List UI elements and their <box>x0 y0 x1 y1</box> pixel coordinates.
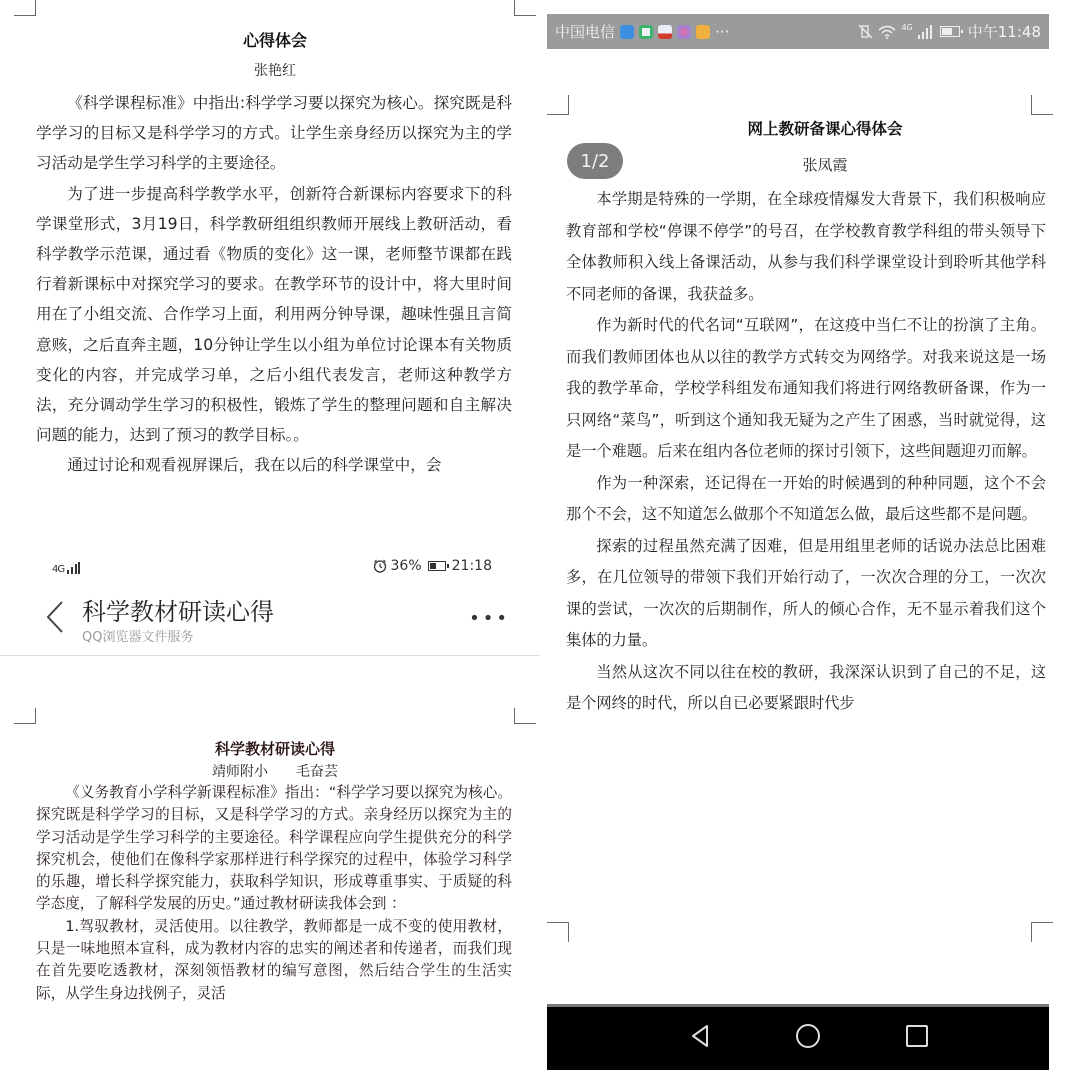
app-subtitle: QQ浏览器文件服务 <box>82 630 194 645</box>
battery-icon <box>428 561 446 571</box>
status-bar <box>547 14 1049 49</box>
paragraph: 作为新时代的代名词“互联网”，在这疫中当仁不让的扮演了主角。而我们教师团体也从以往的教学方式转交为网络学。对我来说这是一场我的教学革命，学校学科组发布通知我们将进行网络教研备课，作为一只网络“菜鸟”，听到这个通知我无疑为之产生了困惑，当时就觉得，这是一个难题。后来在组内各位老师的探讨引领下，这些间题迎刃而解。 <box>566 316 1046 460</box>
left-top-document-page <box>0 0 540 548</box>
signal-bars-icon <box>66 562 80 574</box>
paragraph: 《义务教育小学科学新课程标准》指出：“科学学习要以探究为核心。探究既是科学学习的目标，又是科学学习的方式。亲身经历以探究为主的学习活动是学生学习科学的主要途径。科学课程应向学生提供充分的科学探究机会，使他们在像科学家那样进行科学探究的过程中，体验学习科学的乐趣，增长科学探究能力，获取科学知识，形成尊重事实、于质疑的科学态度，了解科学发展的历史。”通过教材研读我体会到 ： <box>36 784 512 913</box>
nav-back-button[interactable] <box>685 1021 715 1051</box>
nav-recents-square-icon <box>902 1021 932 1051</box>
paragraph: 1.驾驭教材，灵活使用。以往教学，教师都是一成不变的使用教材，只是一味地照本宣科，成为教材内容的忠实的阐述者和传递者，而我们现在首先要吃透教材，深刻领悟教材的编写意图，然后结合学生的生活实际，从学生身边找例子，灵活 <box>36 917 512 1002</box>
paragraph: 本学期是特殊的一学期，在全球疫情爆发大背景下，我们积极响应教育部和学校“停课不停学”的号召，在学校教育教学科组的带头领导下全体教师积入线上备课活动，从参与我们科学课堂设计到聆听其他学科不同老师的备课，我获益多。 <box>566 190 1046 303</box>
document-title: 心得体会 <box>242 31 307 50</box>
document-author: 张艳红 <box>254 63 296 79</box>
document-body <box>36 88 512 481</box>
alarm-clock-icon <box>373 559 387 573</box>
wifi-share-icon <box>620 25 634 39</box>
tencent-video-icon <box>639 25 653 39</box>
gallery-icon <box>677 25 691 39</box>
wifi-icon <box>878 25 896 39</box>
baidu-icon <box>658 25 672 39</box>
page-crop-mark <box>1031 95 1053 115</box>
page-crop-mark <box>1031 922 1053 942</box>
nav-back-triangle-icon <box>685 1021 715 1051</box>
paragraph: 当然从这次不同以往在校的教研，我深深认识到了自己的不足，这是个网终的时代，所以自已必要紧跟时代步 <box>566 662 1046 712</box>
app-title: 科学教材研读心得 <box>82 598 274 626</box>
vibrate-off-icon <box>858 24 873 39</box>
chevron-left-icon <box>40 594 70 640</box>
document-title: 网上教研备课心得体会 <box>747 120 903 138</box>
signal-bars-icon <box>918 25 932 39</box>
page-crop-mark <box>514 708 536 724</box>
network-type: 4G <box>52 564 65 575</box>
status-bar-left <box>555 21 729 42</box>
status-time: 中午11:48 <box>967 23 1041 41</box>
app-bar <box>0 592 540 656</box>
paragraph: 探索的过程虽然充满了因难，但是用组里老师的话说办法总比困难多，在几位领导的带领下我们开始行动了，一次次合理的分工，一次次课的尝试，一次次的后期制作，所人的倾心合作，无不显示着我们这个集体的力量。 <box>566 536 1046 649</box>
nav-home-button[interactable] <box>793 1021 823 1051</box>
document-author: 靖师附小 毛奋芸 <box>212 764 338 780</box>
paragraph: 《科学课程标准》中指出:科学学习要以探究为核心。探究既是科学学习的目标又是科学学习的方式。让学生亲身经历以探究为主的学习活动是学生学习科学的主要途径。 <box>36 94 512 173</box>
page-crop-mark <box>514 0 536 16</box>
page-crop-mark <box>547 922 569 942</box>
battery-icon <box>940 26 960 37</box>
document-body <box>566 184 1046 720</box>
page-crop-mark <box>14 708 36 724</box>
status-bar-right <box>858 21 1041 42</box>
more-horizontal-icon: ••• <box>469 608 510 629</box>
right-phone-screen <box>540 0 1080 1080</box>
nav-home-circle-icon <box>793 1021 823 1051</box>
paragraph: 通过讨论和观看视屏课后，我在以后的科学课堂中，会 <box>67 456 442 475</box>
carrier-name: 中国电信 <box>555 23 616 41</box>
notification-overflow: ··· <box>715 22 730 41</box>
document-title: 科学教材研读心得 <box>214 740 335 758</box>
paragraph: 作为一种深索，还记得在一开始的时候遇到的种种同题，这个不会那个不会，这不知道怎么做那个不知道怎么做，最后这些都不是问题。 <box>566 473 1046 523</box>
page-crop-mark <box>547 95 569 115</box>
page-crop-mark <box>14 0 36 16</box>
back-button[interactable] <box>40 594 70 640</box>
document-author: 张凤霞 <box>802 156 848 174</box>
paragraph: 为了进一步提高科学教学水平，创新符合新课标内容要求下的科学课堂形式，3月19日，科学教研组组织教师开展线上教研活动，看科学教学示范课，通过看《物质的变化》这一课，老师整节课都在践行着新课标中对探究学习的要求。在教学环节的设计中，将大里时间用在了小组交流、合作学习上面，利用两分钟导课，趣味性强且言简意赅，之后直奔主题，10分钟让学生以小组为单位讨论课本有关物质变化的内容，并完成学习单，之后小组代表发言，老师这种教学方法，充分调动学生学习的积极性，锻炼了学生的整理问题和自主解决问题的能力，达到了预习的教学目标。。 <box>36 184 512 445</box>
nav-recents-button[interactable] <box>902 1021 932 1051</box>
page-indicator: 1/2 <box>567 143 623 179</box>
left-bottom-phone-screen <box>0 548 540 1080</box>
system-navigation-bar <box>547 1004 1049 1070</box>
cup-icon <box>696 25 710 39</box>
battery-percent: 36% <box>390 558 422 574</box>
status-time: 21:18 <box>451 558 492 574</box>
document-body <box>36 782 512 1005</box>
status-bar-left <box>52 562 80 575</box>
network-type: 4G <box>901 23 913 32</box>
status-bar-right <box>373 558 492 574</box>
more-options-button[interactable] <box>469 608 510 629</box>
